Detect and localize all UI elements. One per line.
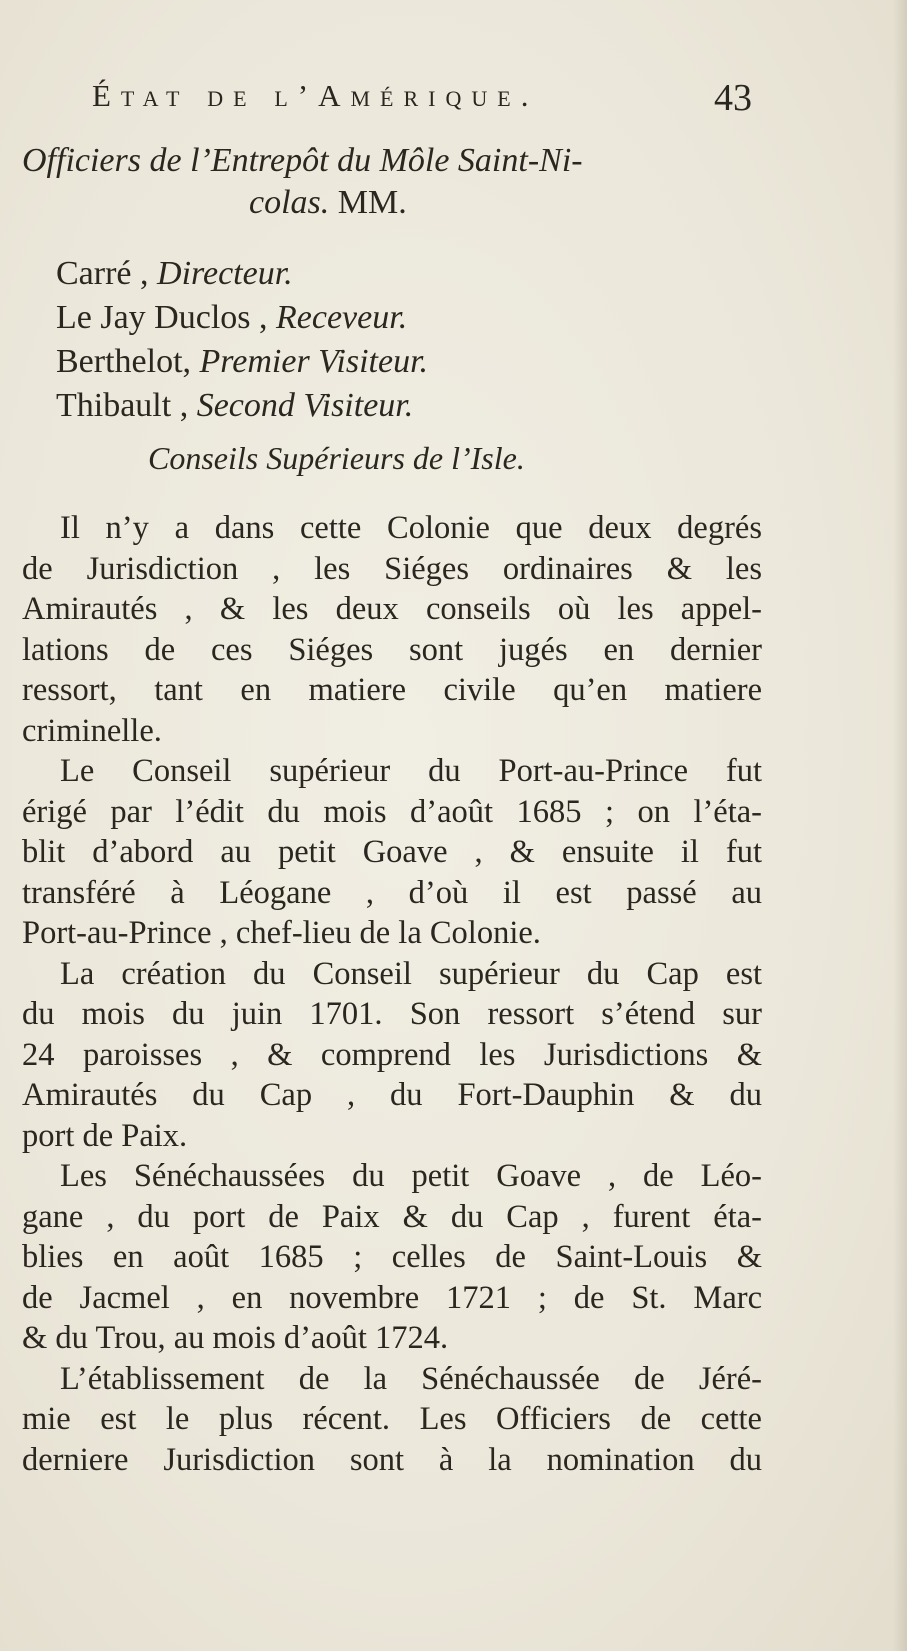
officer-name: Le Jay Duclos , xyxy=(56,299,277,336)
officer-name: Berthelot, xyxy=(56,343,200,380)
text-line: Les Sénéchaussées du petit Goave , de Léo- xyxy=(60,1158,762,1194)
officers-heading-line-2 xyxy=(22,182,762,224)
text-line: port de Paix. xyxy=(22,1117,188,1154)
officer-row xyxy=(56,252,716,296)
paragraph xyxy=(22,751,762,954)
text-line: mie est le plus récent. Les Officiers de cette xyxy=(22,1401,762,1437)
text-line: Amirautés , & les deux conseils où les appel- xyxy=(22,591,762,627)
paragraph xyxy=(22,1156,762,1359)
officer-role: Second Visiteur. xyxy=(196,387,414,424)
councils-heading: Conseils Supérieurs de l’Isle. xyxy=(148,440,525,476)
text-line: ressort, tant en matiere civile qu’en matiere xyxy=(22,672,762,708)
text-line: Amirautés du Cap , du Fort-Dauphin & du xyxy=(22,1077,762,1113)
text-line: transféré à Léogane , d’où il est passé au xyxy=(22,874,762,911)
page-edge-shadow xyxy=(893,0,907,1651)
officer-list xyxy=(56,252,716,428)
running-title: État de l’Amérique. xyxy=(92,78,539,113)
officer-name: Carré , xyxy=(56,255,158,292)
paragraph xyxy=(22,954,762,1157)
text-line: Il n’y a dans cette Colonie que deux degrés xyxy=(60,510,762,546)
text-line: de Jurisdiction , les Siéges ordinaires & les xyxy=(22,550,762,587)
officer-role: Receveur. xyxy=(276,299,408,336)
running-head xyxy=(92,78,752,128)
text-line: gane , du port de Paix & du Cap , furent éta- xyxy=(22,1198,762,1235)
paragraph xyxy=(22,1359,762,1481)
officers-heading-line-1: Officiers de l’Entrepôt du Môle Saint-Ni- xyxy=(22,142,583,179)
body-text xyxy=(22,508,762,1480)
officer-name: Thibault , xyxy=(56,387,197,424)
officer-row xyxy=(56,340,716,384)
text-line: & du Trou, au mois d’août 1724. xyxy=(22,1320,449,1356)
officer-row xyxy=(56,384,716,428)
officer-role: Premier Visiteur. xyxy=(199,343,429,380)
text-line: blies en août 1685 ; celles de Saint-Louis & xyxy=(22,1239,762,1275)
officers-heading xyxy=(22,140,762,224)
page-number: 43 xyxy=(714,77,752,119)
text-line: blit d’abord au petit Goave , & ensuite il fut xyxy=(22,834,762,870)
officer-row xyxy=(56,296,716,340)
text-line: L’établissement de la Sénéchaussée de Jéré- xyxy=(60,1360,762,1397)
text-line: lations de ces Siéges sont jugés en dernier xyxy=(22,631,762,668)
text-line: du mois du juin 1701. Son ressort s’étend sur xyxy=(22,996,762,1032)
paragraph xyxy=(22,508,762,751)
text-line: Le Conseil supérieur du Port-au-Prince fut xyxy=(60,753,762,789)
text-line: 24 paroisses , & comprend les Jurisdictions & xyxy=(22,1036,762,1073)
officer-role: Directeur. xyxy=(157,255,293,292)
text-line: criminelle. xyxy=(22,712,162,749)
text-line: Port-au-Prince , chef-lieu de la Colonie. xyxy=(22,915,541,951)
text-line: La création du Conseil supérieur du Cap est xyxy=(60,955,762,992)
text-line: érigé par l’édit du mois d’août 1685 ; on l’éta- xyxy=(22,793,762,830)
text-line: de Jacmel , en novembre 1721 ; de St. Marc xyxy=(22,1279,762,1316)
officers-heading-line-2-italic: colas. xyxy=(249,184,330,221)
text-line: derniere Jurisdiction sont à la nomination du xyxy=(22,1441,762,1478)
officers-heading-line-2-roman: MM. xyxy=(329,184,407,221)
